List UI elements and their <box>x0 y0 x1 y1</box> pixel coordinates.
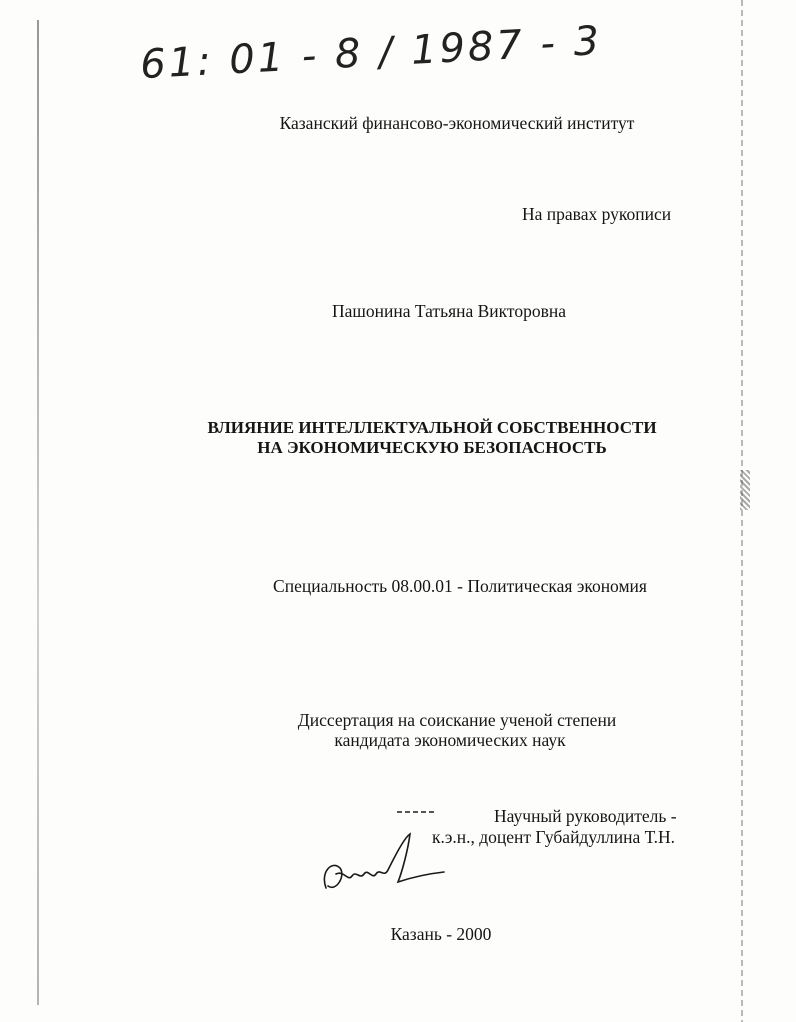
thesis-title-line-2: НА ЭКОНОМИЧЕСКУЮ БЕЗОПАСНОСТЬ <box>257 438 607 457</box>
supervisor-label: Научный руководитель - <box>494 806 677 826</box>
supervisor-signature <box>318 830 448 905</box>
institute-name: Казанский финансово-экономический институт <box>279 113 635 133</box>
specialty-line: Специальность 08.00.01 - Политическая экономия <box>273 576 647 596</box>
scan-edge-right <box>741 0 743 1022</box>
city-year: Казань - 2000 <box>390 924 492 944</box>
author-name: Пашонина Татьяна Викторовна <box>332 301 566 321</box>
supervisor-name: к.э.н., доцент Губайдуллина Т.Н. <box>432 827 675 847</box>
dissertation-line-1: Диссертация на соискание ученой степени <box>297 710 617 730</box>
scan-specks <box>740 470 750 510</box>
manuscript-rights-note: На правах рукописи <box>522 204 672 224</box>
thesis-title-line-1: ВЛИЯНИЕ ИНТЕЛЛЕКТУАЛЬНОЙ СОБСТВЕННОСТИ <box>207 418 657 437</box>
dash-mark <box>397 811 435 813</box>
scan-edge-left <box>37 20 39 1005</box>
handwritten-archive-mark: 61: 01 - 8 / 1987 - 3 <box>139 17 604 89</box>
dissertation-line-2: кандидата экономических наук <box>334 730 566 750</box>
